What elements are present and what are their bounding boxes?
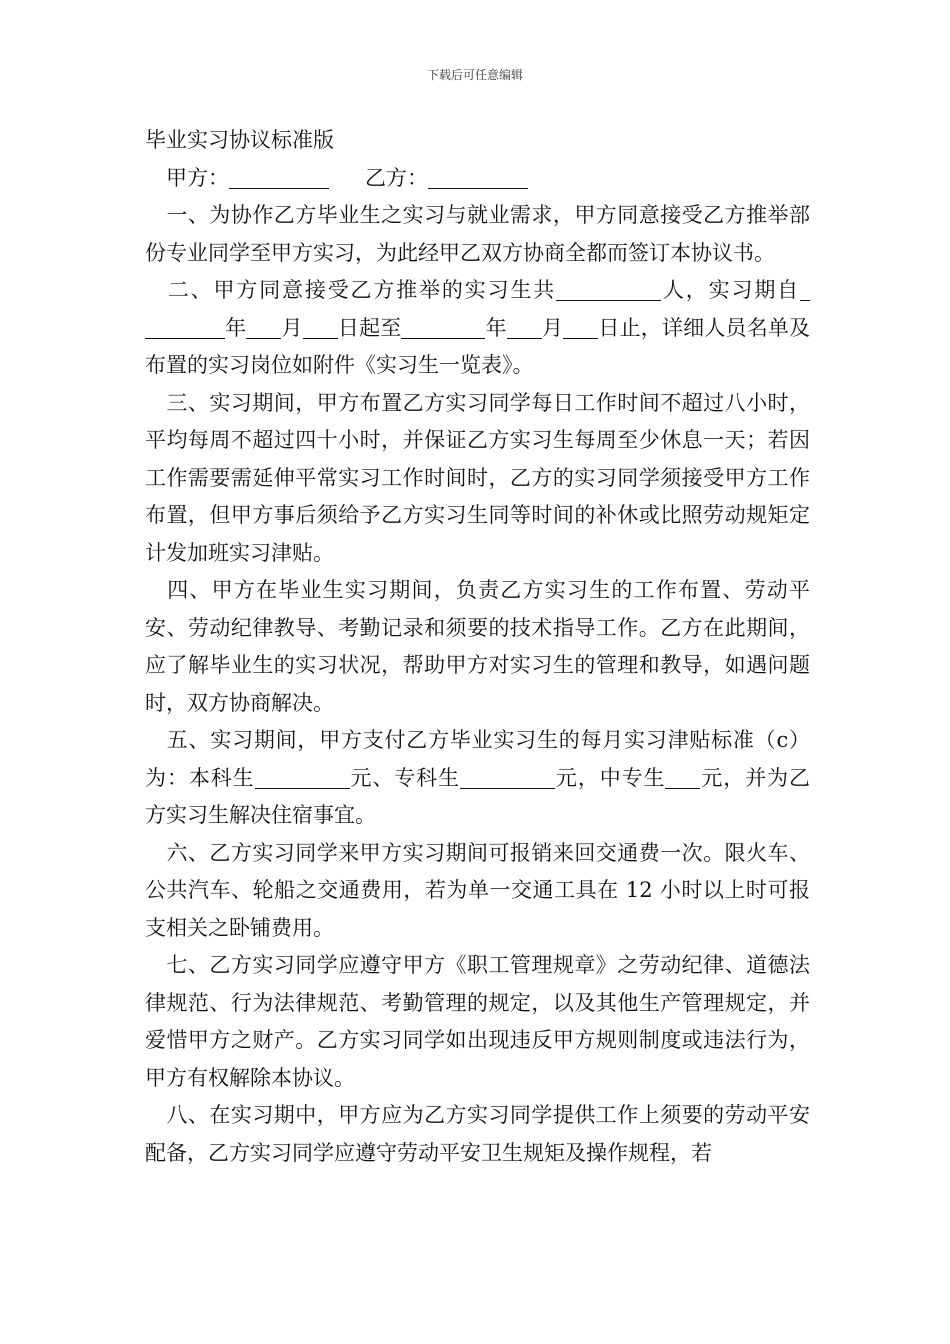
intern-count-blank[interactable] <box>556 278 661 301</box>
bachelor-allowance-blank[interactable] <box>255 766 350 789</box>
clause-5: 五、实习期间，甲方支付乙方毕业实习生的每月实习津贴标准（c）为：本科生 元、专科生 元，中专生 元，并为乙方实习生解决住宿事宜。 <box>145 728 811 827</box>
start-year-blank-b[interactable] <box>145 316 225 339</box>
party-b-label: 乙方： <box>365 165 428 190</box>
end-day-blank[interactable] <box>563 316 598 339</box>
party-a-label: 甲方： <box>166 165 229 190</box>
party-b-blank[interactable] <box>428 166 528 189</box>
parties-line <box>145 160 810 198</box>
start-year-blank-a[interactable] <box>800 278 810 301</box>
page-header: 下载后可任意编辑 <box>426 68 523 82</box>
start-day-blank[interactable] <box>303 316 338 339</box>
end-year-blank[interactable] <box>401 316 485 339</box>
clause-7: 七、乙方实习同学应遵守甲方《职工管理规章》之劳动纪律、道德法律规范、行为法律规范、考勤管理的规定，以及其他生产管理规定，并爱惜甲方之财产。乙方实习同学如出现违反甲方规则制度或违法行为，甲方有权解除本协议。 <box>145 953 810 1090</box>
clause-3: 三、实习期间，甲方布置乙方实习同学每日工作时间不超过八小时，平均每周不超过四十小时，并保证乙方实习生每周至少休息一天；若因工作需要需延伸平常实习工作时间时，乙方的实习同学须接受甲方工作布置，但甲方事后须给予乙方实习生同等时间的补休或比照劳动规矩定计发加班实习津贴。 <box>145 390 810 565</box>
clause-8: 八、在实习期中，甲方应为乙方实习同学提供工作上须要的劳动平安配备，乙方实习同学应遵守劳动平安卫生规矩及操作规程，若 <box>145 1103 810 1165</box>
clause-1: 一、为协作乙方毕业生之实习与就业需求，甲方同意接受乙方推举部份专业同学至甲方实习，为此经甲乙双方协商全都而签订本协议书。 <box>145 203 810 265</box>
party-a-blank[interactable] <box>229 166 329 189</box>
document-body <box>145 122 810 1172</box>
college-allowance-blank[interactable] <box>460 766 555 789</box>
clause-6: 六、乙方实习同学来甲方实习期间可报销来回交通费一次。限火车、公共汽车、轮船之交通费用，若为单一交通工具在 12 小时以上时可报支相关之卧铺费用。 <box>145 840 810 940</box>
clause-4: 四、甲方在毕业生实习期间，负责乙方实习生的工作布置、劳动平安、劳动纪律教导、考勤记录和须要的技术指导工作。乙方在此期间，应了解毕业生的实习状况，帮助甲方对实习生的管理和教导，如遇问题时，双方协商解决。 <box>145 578 810 715</box>
document-title: 毕业实习协议标准版 <box>145 128 334 152</box>
start-month-blank[interactable] <box>246 316 281 339</box>
end-month-blank[interactable] <box>507 316 542 339</box>
secondary-allowance-blank[interactable] <box>665 766 700 789</box>
clause-2: 二、甲方同意接受乙方推举的实习生共 人，实习期自年 月 日起至 年 月 日止，详细人员名单及布置的实习岗位如附件《实习生一览表》。 <box>145 278 811 377</box>
